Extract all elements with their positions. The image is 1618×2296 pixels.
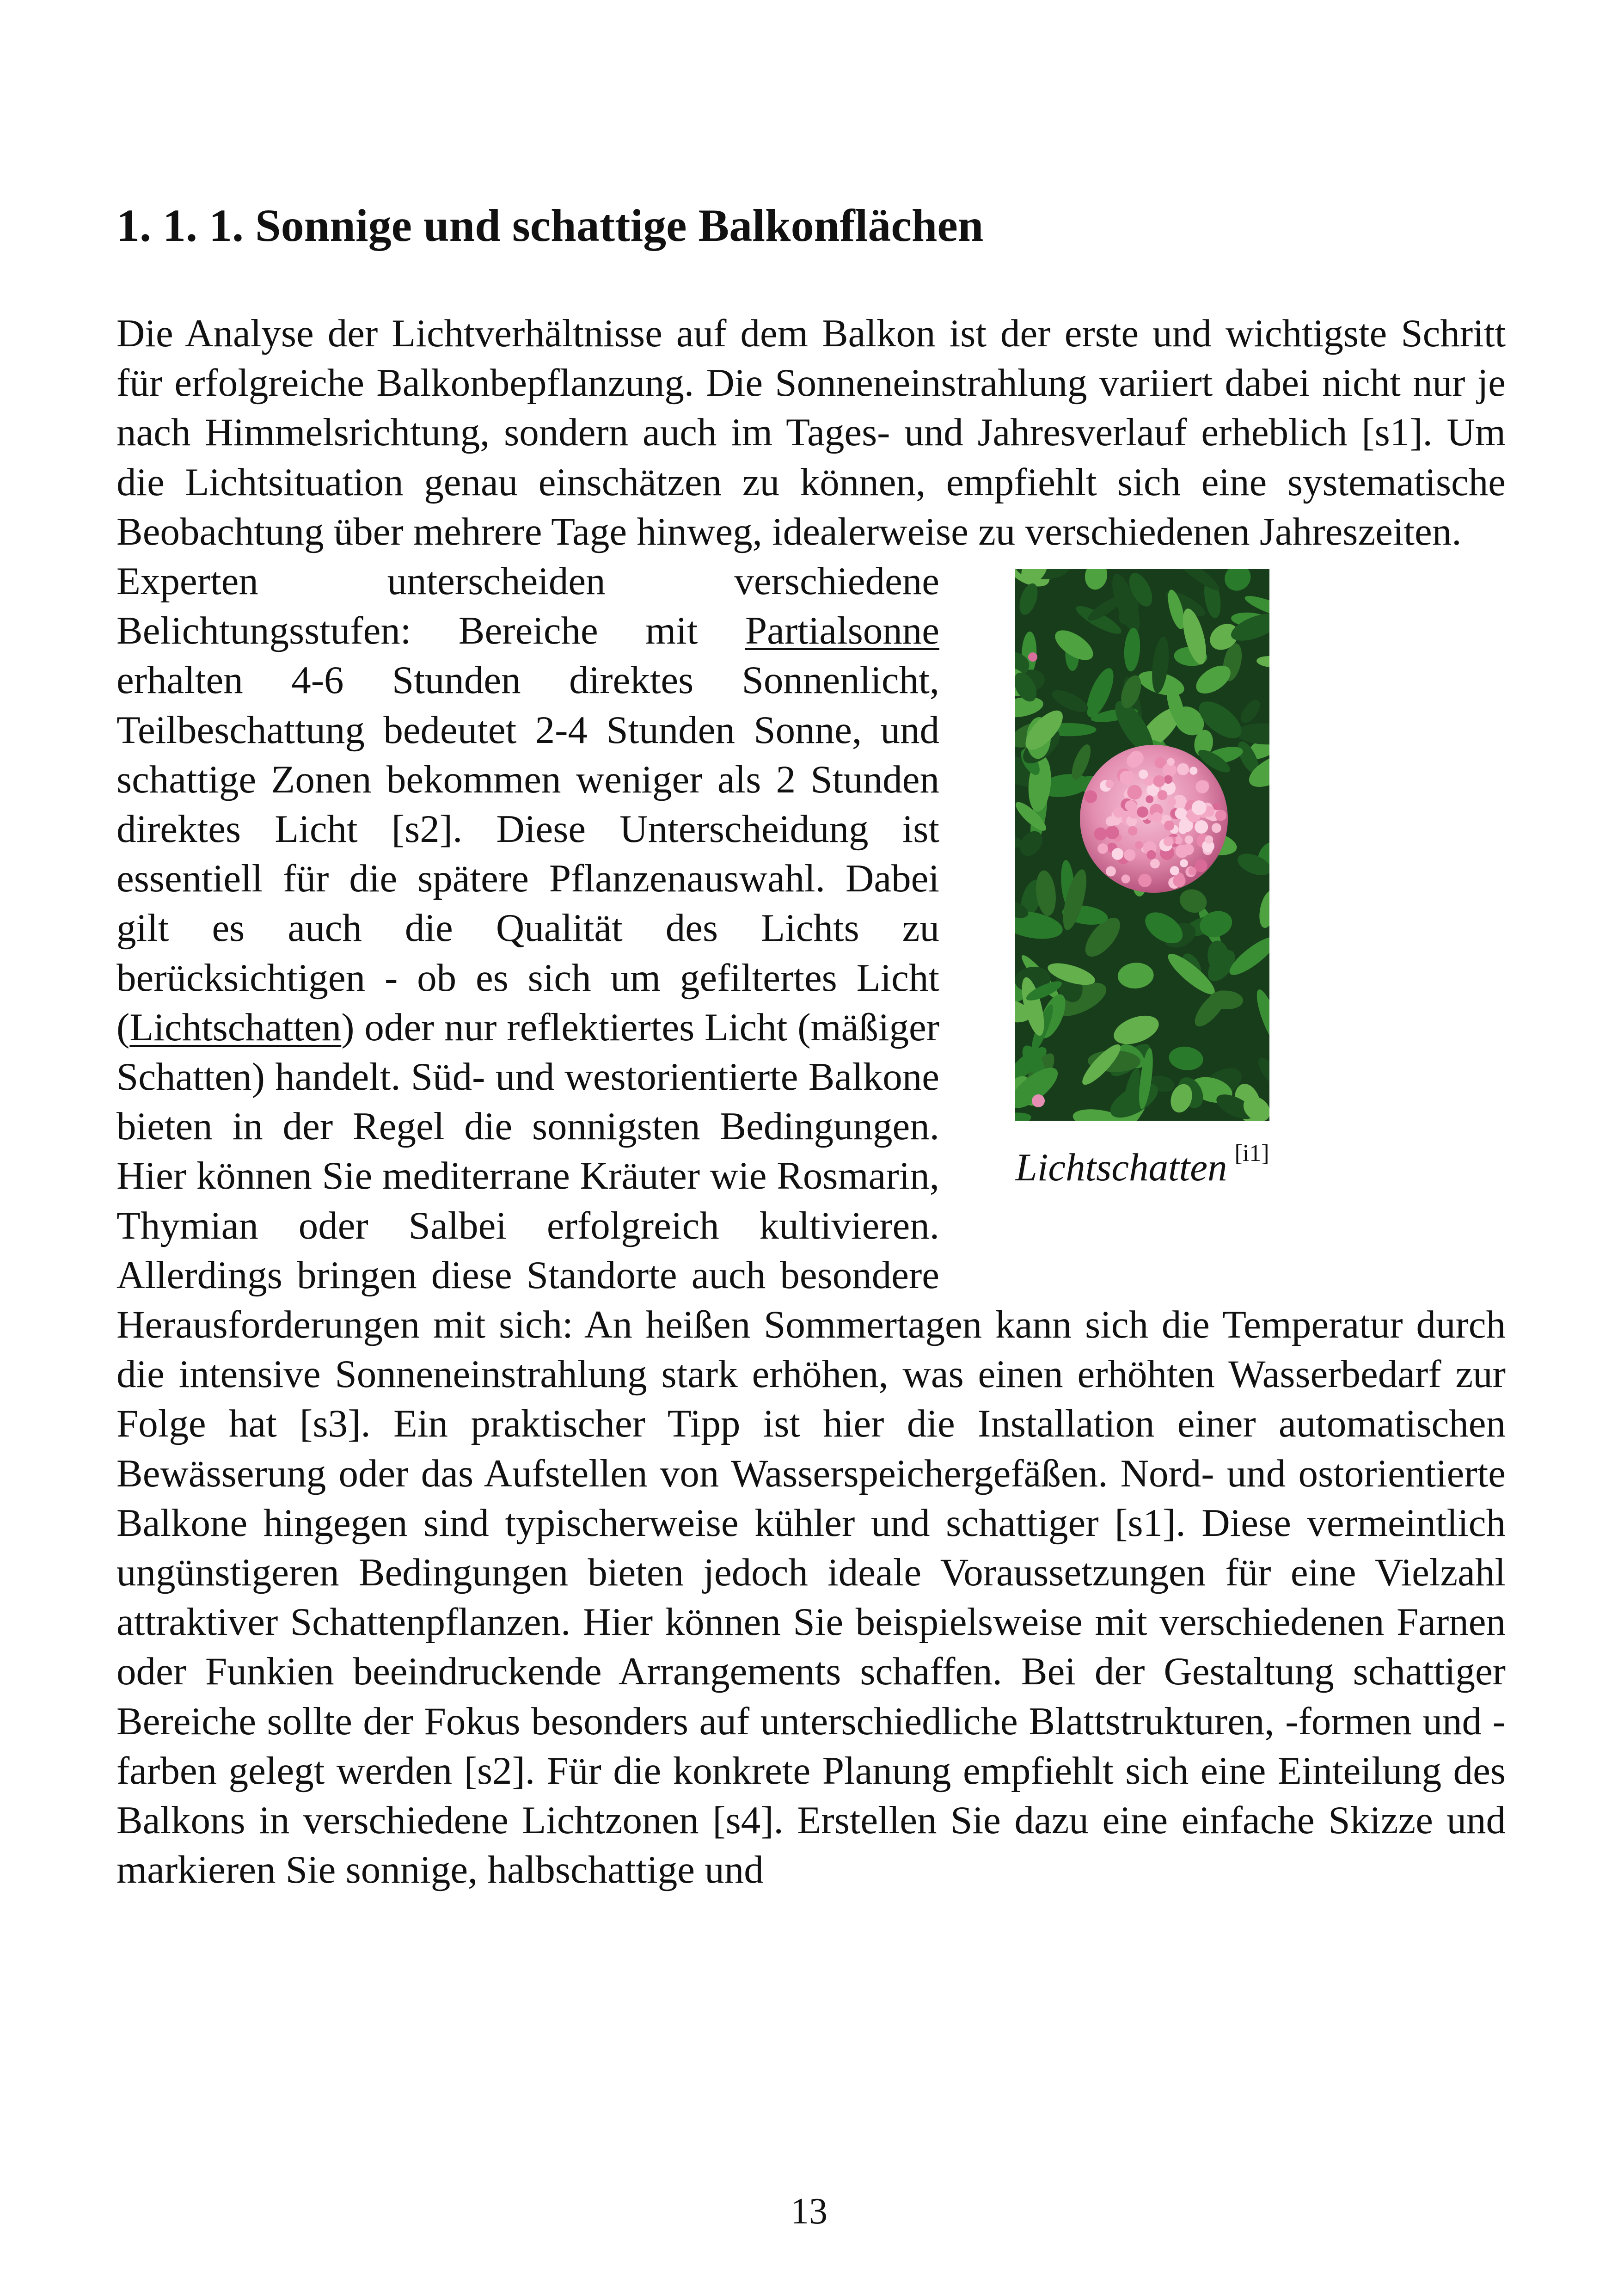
figure-caption xyxy=(949,1139,1336,1191)
floret-shape xyxy=(1124,849,1135,861)
floret-shape xyxy=(1173,875,1185,887)
floret-shape xyxy=(1213,803,1220,810)
floret-shape xyxy=(1122,874,1130,883)
floret-shape xyxy=(1195,859,1207,872)
floret-shape xyxy=(1128,826,1137,835)
floret-shape xyxy=(1106,826,1119,839)
flower-photo-image xyxy=(1015,569,1269,1121)
floret-shape xyxy=(1195,820,1208,834)
floret-shape xyxy=(1164,821,1174,831)
floret-shape xyxy=(1164,836,1173,846)
image-reference: [i1] xyxy=(1234,1140,1269,1167)
page-number: 13 xyxy=(791,2191,827,2232)
floret-shape xyxy=(1094,828,1107,841)
floret-shape xyxy=(1215,810,1226,821)
floret-shape xyxy=(1177,763,1189,775)
floret-shape xyxy=(1138,874,1152,887)
floret-shape xyxy=(1146,795,1153,803)
floret-shape xyxy=(1192,800,1207,815)
floret-shape xyxy=(1168,798,1177,806)
floret-shape xyxy=(1113,807,1124,818)
floret-shape xyxy=(1180,859,1188,867)
floret-shape xyxy=(1164,775,1173,784)
floret-shape xyxy=(1158,790,1168,800)
figure xyxy=(949,557,1506,1285)
floret-shape xyxy=(1106,816,1116,827)
floret-shape xyxy=(1152,812,1162,823)
plant-photo xyxy=(1015,569,1269,1121)
floret-shape xyxy=(1105,780,1114,788)
link-lichtschatten[interactable]: Lichtschatten xyxy=(129,1005,342,1049)
floret-shape xyxy=(1097,843,1108,854)
floret-shape xyxy=(1106,866,1116,877)
floret-shape xyxy=(1189,767,1197,774)
floret-shape xyxy=(1135,841,1143,849)
floret-shape xyxy=(1196,780,1209,793)
paragraph-text: ) oder nur reflektiertes Licht (mäßiger Schatten) handelt. Süd- und westorientierte Balkone bieten in der Regel die sonnigsten Bedingungen. Hier können Sie mediterrane Kräuter wie Rosmarin, Thymian oder Salbei erfolgreich kultivieren. Allerdings bringen diese Standorte auch besondere Herausforderungen mit sich: An heißen Sommertagen kann sich die Temperatur durch die intensive Sonneneinstrahlung stark erhöhen, was einen erhöhten Wasserbedarf zur Folge hat [s3]. Ein praktischer Tipp ist hier die Installation einer automatischen Bewässerung oder das Aufstellen von Wasserspeichergefäßen. Nord- und ostorientierte Balkone hingegen sind typischerweise kühler und schattiger [s1]. Diese vermeintlich ungünstigeren Bedingungen bieten jedoch ideale Voraussetzungen für eine Vielzahl attraktiver Schattenpflanzen. Hier können Sie beispielsweise mit verschiedenen Farnen oder Funkien beeindruckende Arrangements schaffen. Bei der Gestaltung schattiger Bereiche sollte der Fokus besonders auf unterschiedliche Blattstrukturen, -formen und -farben gelegt werden [s2]. Für die konkrete Planung empfiehlt sich eine Einteilung des Balkons in verschiedene Lichtzonen [s4]. Erstellen Sie dazu eine einfache Skizze und markieren Sie sonnige, halbschattige und xyxy=(116,1005,1506,1892)
floret-shape xyxy=(1112,848,1124,860)
caption-text: Lichtschatten xyxy=(1015,1146,1227,1190)
floret-shape xyxy=(1153,775,1165,787)
floret-shape xyxy=(1139,769,1148,779)
floret-shape xyxy=(1170,866,1179,875)
body-text xyxy=(116,309,1506,1895)
paragraph-text: erhalten 4-6 Stunden direktes Sonnenlicht, Teilbeschattung bedeutet 2-4 Stunden Sonne, und schattige Zonen bekommen weniger als 2 Stunden direktes Licht [s2]. Diese Unterscheidung ist essentiell für die spätere Pflanzenauswahl. Dabei gilt es auch die Qualität des Lichts zu berücksichtigen - ob es sich um gefiltertes Licht ( xyxy=(116,658,939,1049)
paragraph-intro: Die Analyse der Lichtverhältnisse auf dem Balkon ist der erste und wichtigste Schritt für erfolgreiche Balkonbepflanzung. Die Sonneneinstrahlung variiert dabei nicht nur je nach Himmelsrichtung, sondern auch im Tages- und Jahresverlauf erheblich [s1]. Um die Lichtsituation genau einschätzen zu können, empfiehlt sich eine systematische Beobachtung über mehrere Tage hinweg, idealerweise zu verschiedenen Jahreszeiten. xyxy=(116,312,1506,553)
floret-shape xyxy=(1127,754,1140,768)
floret-shape xyxy=(1167,758,1175,766)
section-heading: 1. 1. 1. Sonnige und schattige Balkonflächen xyxy=(116,200,984,251)
floret-shape xyxy=(1183,844,1194,855)
floret-shape xyxy=(1127,785,1142,800)
floret-shape xyxy=(1185,835,1193,844)
paragraph-text: Experten unterscheiden verschiedene Belichtungsstufen: Bereiche mit xyxy=(116,559,939,653)
floret-shape xyxy=(1175,808,1187,819)
link-partialsonne[interactable]: Partialsonne xyxy=(745,609,939,653)
floret-shape xyxy=(1122,771,1134,783)
floret-shape xyxy=(1137,806,1148,817)
floret-shape xyxy=(1212,823,1221,833)
floret-shape xyxy=(1146,850,1156,859)
floret-shape xyxy=(1084,790,1097,803)
floret-shape xyxy=(1150,859,1160,869)
floret-shape xyxy=(1205,835,1213,844)
